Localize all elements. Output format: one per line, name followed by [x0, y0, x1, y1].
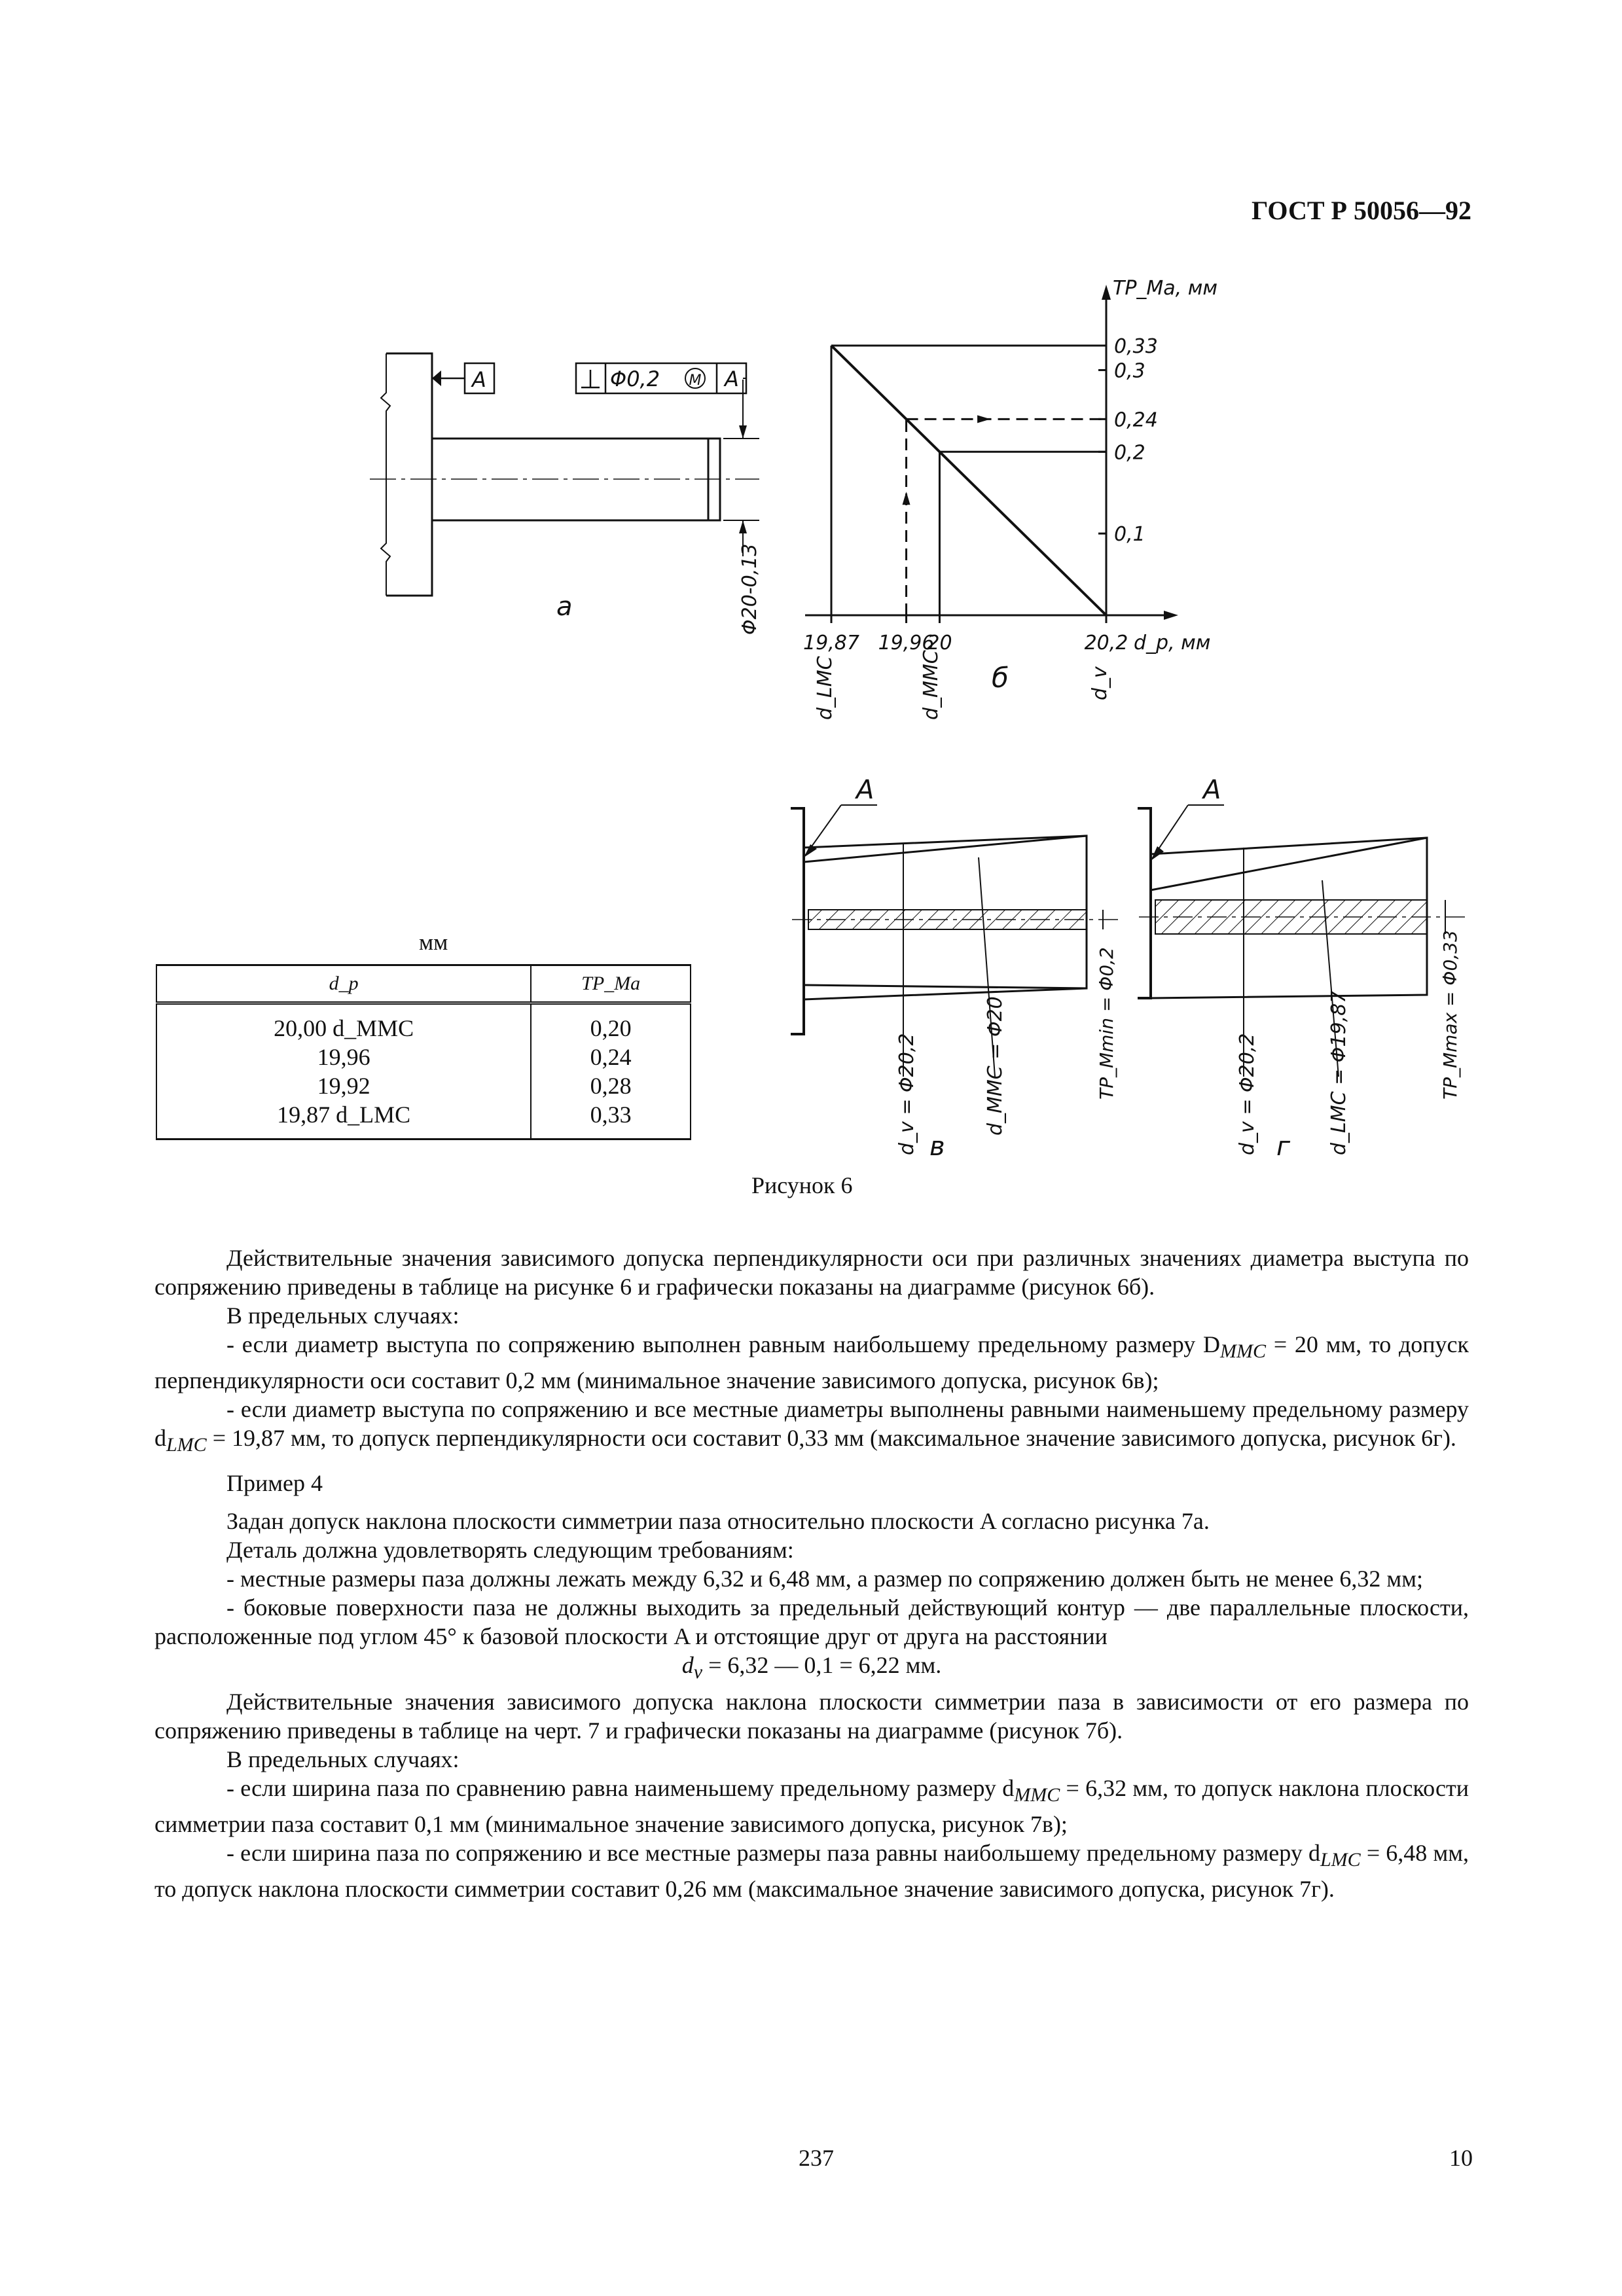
tpmmin-dimension: TP_Mmin = Φ0,2 — [1096, 947, 1117, 1100]
figure-6a-label: а — [556, 592, 573, 622]
paragraph: - если диаметр выступа по сопряжению и все местные диаметры выполнены равными наименьшему предельному размеру $d_{LMC} = 19,87$ мм, то допуск перпендикулярности оси составит 0,33 мм (максимальное значение зависимого допуска, рисунок 6г). — [154, 1396, 1469, 1456]
paragraph: Действительные значения зависимого допуска перпендикулярности оси при различных значениях диаметра выступа по сопряжению приведены в таблице на рисунке 6 и графически показаны на диаграмме (рисунок 6б). — [154, 1245, 1469, 1300]
example-heading: Пример 4 — [226, 1470, 323, 1497]
table-row — [156, 1043, 691, 1071]
table-row — [156, 1071, 691, 1100]
paragraph: Деталь должна удовлетворять следующим требованиям: — [226, 1537, 794, 1564]
frame-modifier: M — [689, 372, 702, 389]
y-tick-label: 0,3 — [1114, 359, 1145, 383]
figure-6v-drawing — [779, 769, 1132, 1155]
x-tick-label: 20,2 — [1084, 632, 1128, 655]
tolerance-table — [156, 964, 691, 1140]
cell-tp: 0,33 — [531, 1100, 691, 1139]
paragraph: - если ширина паза по сопряжению и все местные размеры паза равны наибольшему предельному размеру $d_{LMC} = 6,48$ мм, то допуск наклона плоскости симметрии составит 0,26 мм (максимальное значение зависимого допуска, рисунок 7г). — [154, 1839, 1469, 1902]
y-tick-label: 0,24 — [1114, 408, 1158, 432]
x-tick-label: 19,87 — [803, 632, 859, 655]
cell-tp: 0,24 — [531, 1043, 691, 1071]
figure-6g-drawing — [1126, 769, 1479, 1155]
arrow-right-icon — [977, 415, 990, 423]
table-row — [156, 1100, 691, 1139]
page-number-right: 10 — [1449, 2145, 1473, 2171]
dlmc-dimension: d_LMC = Φ19,87 — [1327, 990, 1350, 1155]
frame-tolerance: Φ0,2 — [610, 367, 660, 391]
frame-datum: A — [725, 367, 739, 391]
below-label-dv: d_v — [1089, 666, 1111, 700]
document-header: ГОСТ Р 50056—92 — [1251, 196, 1471, 225]
x-tick-label: 20 — [927, 632, 952, 655]
tpmmax-dimension: TP_Mmax = Φ0,33 — [1439, 930, 1461, 1100]
cell-dp: 19,92 — [156, 1071, 531, 1100]
page-number-center: 237 — [799, 2145, 834, 2171]
datum-box-label: A — [472, 367, 486, 392]
figure-6b-label: б — [992, 662, 1009, 694]
cell-dp: 19,87 d_LMC — [156, 1100, 531, 1139]
below-label-dlmc: d_LMC — [814, 656, 837, 720]
table-unit: мм — [419, 929, 448, 955]
paragraph: Задан допуск наклона плоскости симметрии паза относительно плоскости A согласно рисунка 7а. — [226, 1508, 1210, 1535]
paragraph: В предельных случаях: — [226, 1302, 460, 1329]
figure-6v-label: в — [929, 1132, 945, 1155]
paragraph: - если диаметр выступа по сопряжению выполнен равным наибольшему предельному размеру $D_{MMC} = 20$ мм, то допуск перпендикулярности оси составит 0,2 мм (минимальное значение зависимого допуска, рисунок 6в); — [154, 1331, 1469, 1394]
paragraph: - если ширина паза по сравнению равна наименьшему предельному размеру $d_{MMC} = 6,32$ мм, то допуск наклона плоскости симметрии паза составит 0,1 мм (минимальное значение зависимого допуска, рисунок 7в); — [154, 1774, 1469, 1837]
series-line-diagonal — [831, 346, 1106, 615]
diameter-dimension: Φ20-0,13 — [738, 543, 761, 635]
paragraph: В предельных случаях: — [226, 1746, 460, 1772]
datum-triangle-icon — [432, 370, 441, 386]
y-tick-label: 0,33 — [1114, 335, 1158, 358]
y-tick-label: 0,2 — [1114, 441, 1145, 465]
arrow-up-icon — [903, 492, 910, 505]
x-axis-label: d_p, мм — [1134, 632, 1211, 655]
paragraph: - боковые поверхности паза не должны выходить за предельный действующий контур — две параллельные плоскости, расположенные под углом 45° к базовой плоскости A и отстоящие друг от друга на расстоянии — [154, 1594, 1469, 1650]
cell-tp: 0,20 — [531, 1003, 691, 1043]
body-text — [154, 1244, 1469, 1903]
table-row — [156, 1003, 691, 1043]
below-label-dmmc: d_MMC — [920, 650, 943, 720]
figure-6g-label: г — [1276, 1132, 1291, 1155]
dmmc-dimension: d_MMC = Φ20 — [984, 996, 1007, 1136]
col-header-dp: d_p — [156, 965, 531, 1003]
formula: $d_v = 6,32$ — 0,1 = 6,22 мм. — [681, 1652, 942, 1683]
dv-dimension: d_v = Φ20,2 — [1236, 1033, 1259, 1155]
y-axis-label: TP_Ma, мм — [1113, 277, 1218, 300]
cell-tp: 0,28 — [531, 1071, 691, 1100]
cell-dp: 20,00 d_MMC — [156, 1003, 531, 1043]
figure-6b-chart — [785, 268, 1244, 740]
y-tick-label: 0,1 — [1114, 523, 1145, 547]
x-tick-label: 19,96 — [878, 632, 935, 655]
datum-a-label: A — [856, 775, 874, 805]
figure-6a-drawing — [367, 334, 772, 641]
datum-a-label: A — [1203, 775, 1221, 805]
paragraph: - местные размеры паза должны лежать между 6,32 и 6,48 мм, а размер по сопряжению должен быть не менее 6,32 мм; — [226, 1566, 1423, 1592]
figure-caption: Рисунок 6 — [751, 1172, 853, 1198]
paragraph: Действительные значения зависимого допуска наклона плоскости симметрии паза в зависимости от его размера по сопряжению приведены в таблице на черт. 7 и графически показаны на диаграмме (рисунок 7б). — [154, 1688, 1469, 1744]
col-header-tp: TP_Ma — [531, 965, 691, 1003]
cell-dp: 19,96 — [156, 1043, 531, 1071]
dv-dimension: d_v = Φ20,2 — [895, 1033, 918, 1155]
